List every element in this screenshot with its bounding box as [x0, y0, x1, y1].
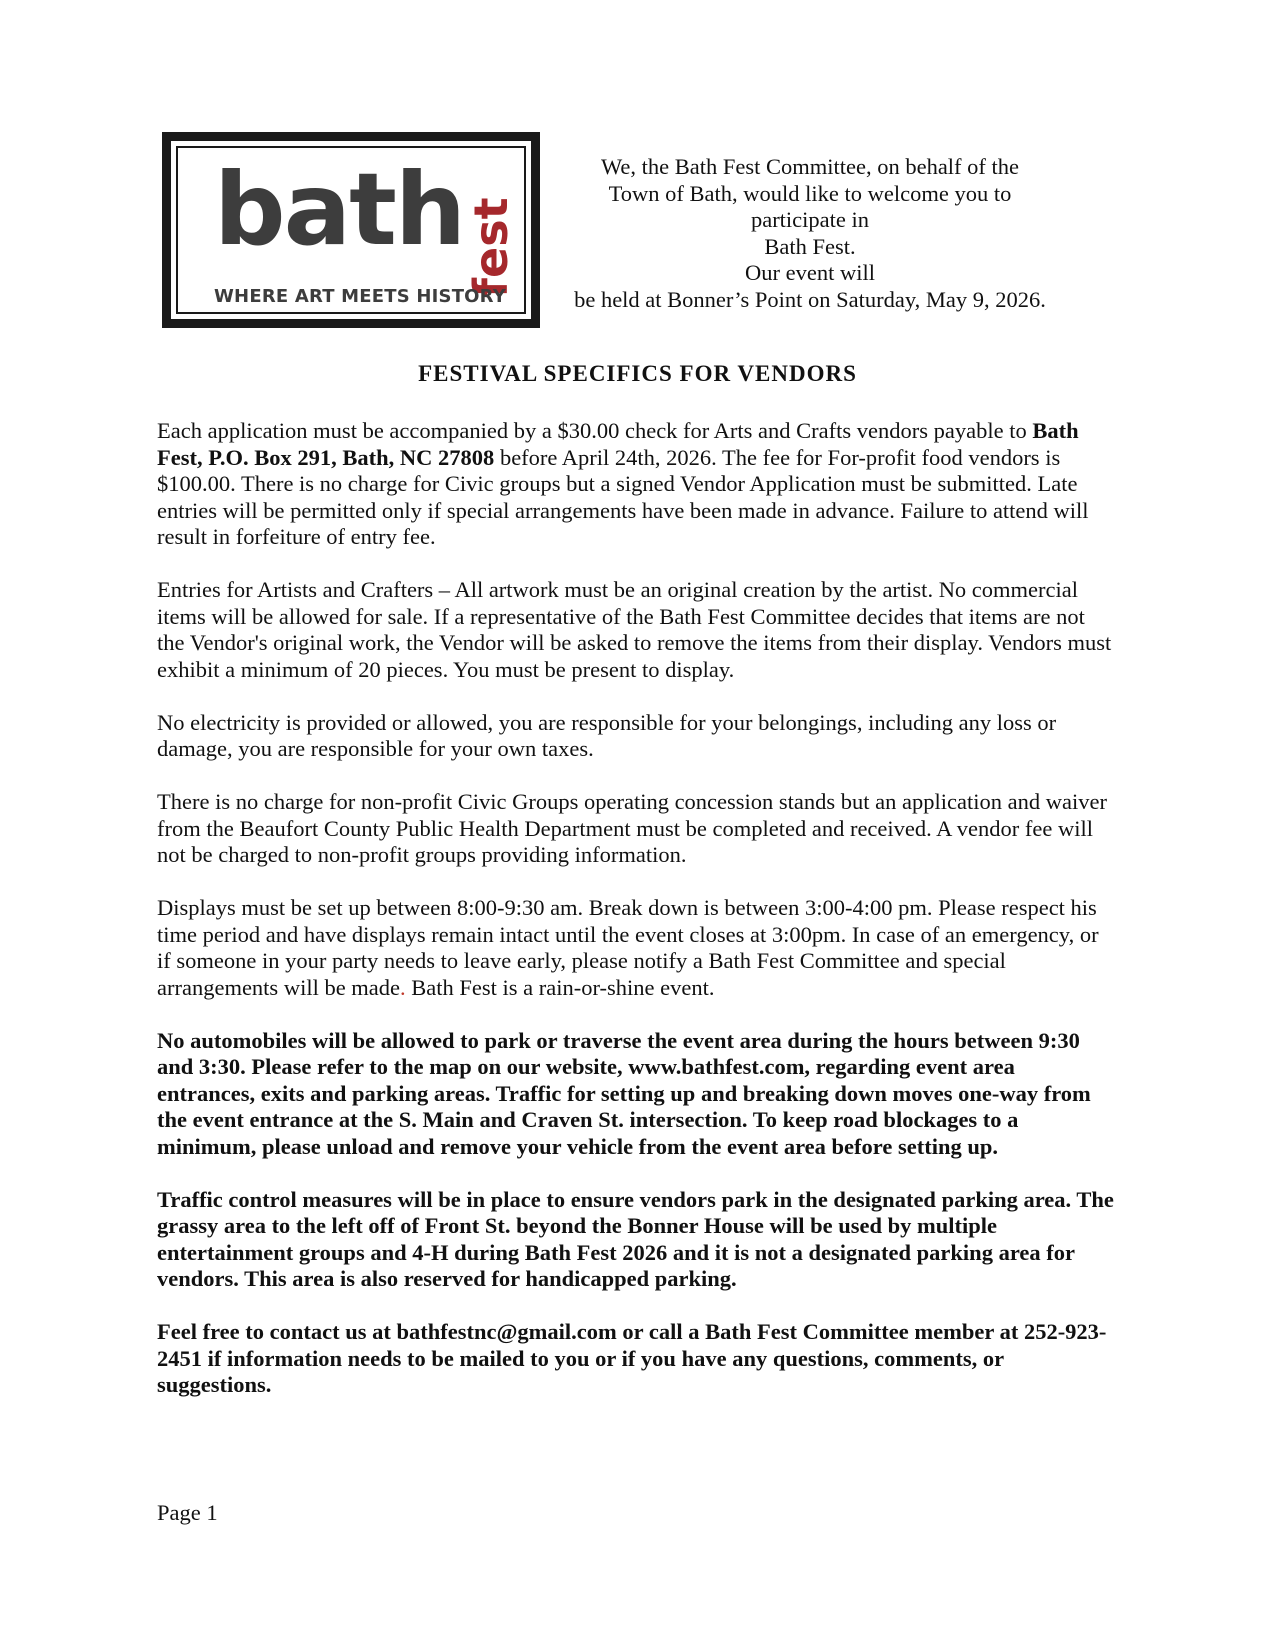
document-body [157, 418, 1117, 1425]
paragraph-text: before April 24th, 2026. The fee for For-profit food vendors is $100.00. There is no charge for Civic groups but a signed Vendor Application must be submitted. Late entries will be permitted only if special arrangements have been made in advance. Failure to attend will result in forfeiture of entry fee. [157, 444, 1089, 549]
paragraph-artists-crafters: Entries for Artists and Crafters – All artwork must be an original creation by the artist. No commercial items will be allowed for sale. If a representative of the Bath Fest Committee decides that items are not the Vendor's original work, the Vendor will be asked to remove the items from their display. Vendors must exhibit a minimum of 20 pieces. You must be present to display. [157, 577, 1112, 682]
paragraph-automobiles: No automobiles will be allowed to park or traverse the event area during the hours between 9:30 and 3:30. Please refer to the map on our website, www.bathfest.com, regarding event area entrances, exits and parking areas. Traffic for setting up and breaking down moves one-way from the event entrance at the S. Main and Craven St. intersection. To keep road blockages to a minimum, please unload and remove your vehicle from the event area before setting up. [157, 1027, 1091, 1159]
page-title: FESTIVAL SPECIFICS FOR VENDORS [418, 361, 857, 386]
paragraph-text: Each application must be accompanied by a $30.00 check for Arts and Crafts vendors payable to [157, 418, 1033, 443]
logo-word-fest: fest [464, 197, 518, 298]
welcome-line: We, the Bath Fest Committee, on behalf of the [600, 154, 1020, 179]
paragraph-application-fee [157, 418, 1117, 551]
welcome-line: Town of Bath, would like to welcome you to [608, 180, 1012, 206]
paragraph-traffic-control: Traffic control measures will be in place to ensure vendors park in the designated parking area. The grassy area to the left off of Front St. beyond the Bonner House will be used by multiple entertainment groups and 4-H during Bath Fest 2026 and it is not a designated parking area for vendors. This area is also reserved for handicapped parking. [157, 1186, 1114, 1291]
welcome-message [540, 154, 1080, 313]
red-period: . [400, 974, 406, 1000]
mailing-address: Bath Fest, P.O. Box 291, Bath, NC 27808 [157, 418, 1079, 470]
paragraph-contact: Feel free to contact us at bathfestnc@gmail.com or call a Bath Fest Committee member at 252-923-2451 if information needs to be mailed to you or if you have any questions, comments, or suggestions. [157, 1319, 1107, 1397]
paragraph-text: Displays must be set up between 8:00-9:30 am. Break down is between 3:00-4:00 pm. Please respect his time period and have displays remain intact until the event closes at 3:00pm. In case of an emergency, or if someone in your party needs to leave early, please notify a Bath Fest Committee and special arrangements will be made [157, 895, 1099, 1000]
welcome-line: Our event will [745, 260, 875, 285]
logo-tagline: WHERE ART MEETS HISTORY [214, 286, 506, 307]
welcome-line: be held at Bonner’s Point on Saturday, May 9, 2026. [574, 286, 1046, 312]
paragraph-civic-groups: There is no charge for non-profit Civic Groups operating concession stands but an application and waiver from the Beaufort County Public Health Department must be completed and received. A vendor fee will not be charged to non-profit groups providing information. [157, 789, 1107, 867]
paragraph-displays [157, 895, 1117, 1001]
bath-fest-logo [162, 132, 540, 328]
paragraph-electricity: No electricity is provided or allowed, you are responsible for your belongings, including any loss or damage, you are responsible for your own taxes. [157, 709, 1057, 761]
welcome-line: participate in [750, 207, 870, 232]
welcome-line: Bath Fest. [764, 233, 856, 259]
logo-word-bath: bath [214, 151, 465, 268]
logo-inner-border [176, 146, 526, 314]
page-number: Page 1 [157, 1500, 218, 1525]
paragraph-text: Bath Fest is a rain-or-shine event. [405, 974, 715, 1000]
